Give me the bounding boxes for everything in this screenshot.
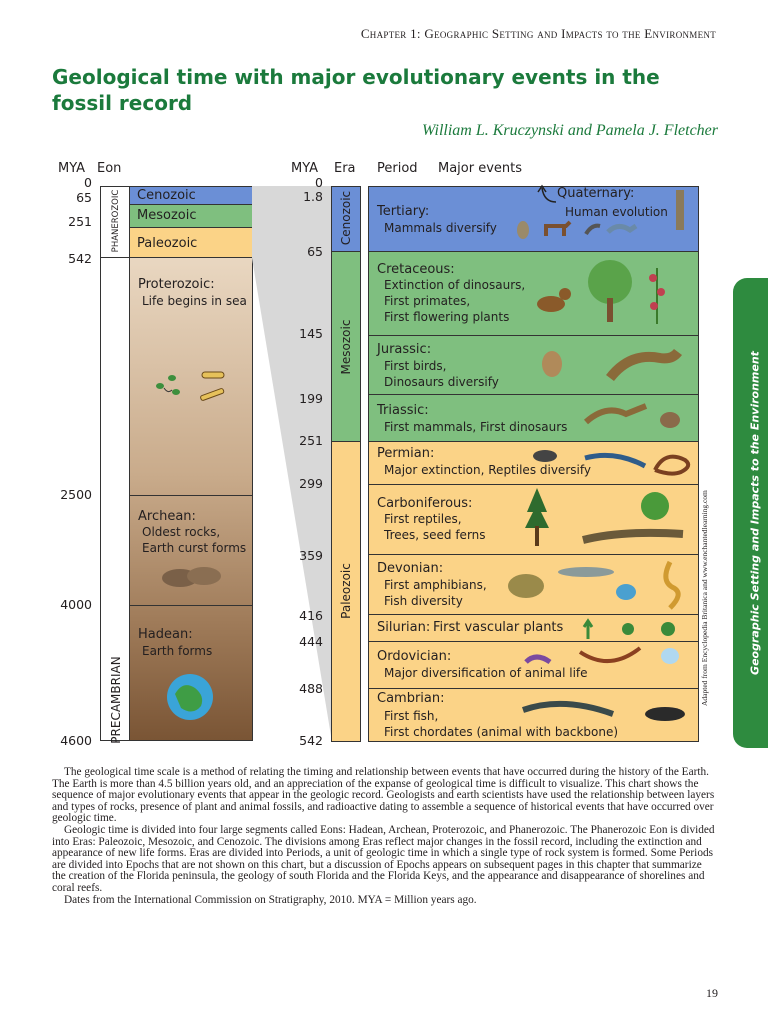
left-tick-65: 65 bbox=[76, 190, 92, 205]
left-tick-542: 542 bbox=[68, 251, 92, 266]
page-title: Geological time with major evolutionary events in the fossil record bbox=[52, 65, 660, 115]
triassic-event-1: First mammals, First dinosaurs bbox=[384, 420, 568, 434]
page-number: 19 bbox=[706, 986, 718, 1000]
side-tab-text-wrap bbox=[735, 278, 768, 748]
side-tab-text: Geographic Setting and Impacts to the Environment bbox=[748, 351, 762, 675]
phanerozoic-label: PHANEROZOIC bbox=[111, 189, 121, 253]
left-tick-0: 0 bbox=[84, 175, 92, 190]
cambrian-event-2: First chordates (animal with backbone) bbox=[384, 725, 619, 739]
ordovician-name: Ordovician: bbox=[377, 649, 452, 664]
right-period-header: Period bbox=[377, 161, 418, 176]
left-tick-4600: 4600 bbox=[60, 733, 92, 748]
left-mya-header: MYA bbox=[58, 161, 86, 176]
authors: William L. Kruczynski and Pamela J. Fletcher bbox=[422, 122, 718, 139]
cambrian-name: Cambrian: bbox=[377, 691, 445, 706]
tertiary-event: Mammals diversify bbox=[384, 221, 497, 235]
image-credit: Adapted from Encyclopedia Britanica and www.enchantedlearning.com bbox=[700, 490, 709, 706]
left-tick-4000: 4000 bbox=[60, 597, 92, 612]
left-paleozoic-label: Paleozoic bbox=[137, 236, 198, 251]
right-tick-65: 65 bbox=[307, 244, 323, 259]
zoom-wedge bbox=[252, 186, 332, 742]
cambrian-event-1: First fish, bbox=[384, 709, 439, 723]
permian-illustration bbox=[525, 444, 695, 484]
right-events-header: Major events bbox=[438, 161, 523, 176]
phanerozoic-cell bbox=[100, 186, 130, 258]
era-mesozoic-label: Mesozoic bbox=[339, 319, 353, 375]
carboniferous-name: Carboniferous: bbox=[377, 496, 473, 511]
tertiary-name: Tertiary: bbox=[377, 204, 430, 219]
left-paleozoic bbox=[129, 227, 253, 258]
cambrian-illustration bbox=[515, 692, 690, 738]
body-paragraph-1: The geological time scale is a method of relating the timing and relationship between events that have occurred during the history of the Earth. The Earth is more than 4.5 billion years old, and an appreciation of the expanse of geological time is difficult to visualize. This chart shows the sequence of major evolutionary events that appear in the geologic record. Geologists and earth scientists have used the relationship between layers and types of rocks, presence of plant and animal fossils, and radioactive dating to assemble a sequence of historical events that have occurred over geologic time. bbox=[52, 766, 715, 825]
chapter-header: Chapter 1: Geographic Setting and Impacts to the Environment bbox=[360, 26, 716, 41]
body-paragraph-3: Dates from the International Commission on Stratigraphy, 2010. MYA = Million years ago. bbox=[64, 893, 477, 906]
triassic-name: Triassic: bbox=[377, 403, 429, 418]
era-cenozoic-label: Cenozoic bbox=[339, 190, 353, 246]
archean-note-1: Oldest rocks, bbox=[142, 525, 221, 539]
right-tick-416: 416 bbox=[299, 608, 323, 623]
right-tick-542: 542 bbox=[299, 733, 323, 748]
permian-name: Permian: bbox=[377, 446, 435, 461]
right-tick-359: 359 bbox=[299, 548, 323, 563]
cretaceous-event-1: Extinction of dinosaurs, bbox=[384, 278, 526, 292]
hadean-name: Hadean: bbox=[138, 627, 193, 642]
right-tick-299: 299 bbox=[299, 476, 323, 491]
era-cenozoic bbox=[331, 186, 361, 252]
jurassic-event-2: Dinosaurs diversify bbox=[384, 375, 499, 389]
permian-event-1: Major extinction, Reptiles diversify bbox=[384, 463, 591, 477]
right-tick-488: 488 bbox=[299, 681, 323, 696]
silurian-event-1: First vascular plants bbox=[433, 620, 564, 635]
devonian-event-2: Fish diversity bbox=[384, 594, 463, 608]
jurassic-illustration bbox=[530, 338, 690, 390]
devonian-event-1: First amphibians, bbox=[384, 578, 487, 592]
right-tick-199: 199 bbox=[299, 391, 323, 406]
mammals-illustration bbox=[508, 186, 698, 250]
silurian-illustration bbox=[578, 615, 688, 641]
right-tick-145: 145 bbox=[299, 326, 323, 341]
devonian-illustration bbox=[500, 556, 690, 612]
left-mesozoic-label: Mesozoic bbox=[137, 208, 197, 223]
cretaceous-event-3: First flowering plants bbox=[384, 310, 510, 324]
jurassic-name: Jurassic: bbox=[377, 342, 432, 357]
era-paleozoic bbox=[331, 441, 361, 742]
ordovician-event-1: Major diversification of animal life bbox=[384, 666, 588, 680]
archean-name: Archean: bbox=[138, 509, 196, 524]
cretaceous-name: Cretaceous: bbox=[377, 262, 455, 277]
archean-divider bbox=[129, 495, 253, 496]
right-tick-0: 0 bbox=[315, 175, 323, 190]
archean-note-2: Earth curst forms bbox=[142, 541, 247, 555]
precambrian-cell bbox=[100, 257, 130, 744]
right-era-header: Era bbox=[334, 161, 356, 176]
right-tick-444: 444 bbox=[299, 634, 323, 649]
silurian-name: Silurian: bbox=[377, 620, 431, 635]
proterozoic-note: Life begins in sea bbox=[142, 294, 247, 308]
era-paleozoic-label: Paleozoic bbox=[339, 563, 353, 619]
left-mesozoic bbox=[129, 204, 253, 228]
proterozoic-name: Proterozoic: bbox=[138, 277, 215, 292]
carboniferous-event-1: First reptiles, bbox=[384, 512, 462, 526]
precambrian-blocks bbox=[129, 257, 253, 741]
carboniferous-event-2: Trees, seed ferns bbox=[384, 528, 486, 542]
left-tick-251: 251 bbox=[68, 214, 92, 229]
left-cenozoic bbox=[129, 186, 253, 205]
jurassic-event-1: First birds, bbox=[384, 359, 447, 373]
right-tick-251: 251 bbox=[299, 433, 323, 448]
body-text bbox=[52, 767, 716, 906]
rock-illustration bbox=[160, 562, 224, 590]
left-eon-header: Eon bbox=[97, 161, 122, 176]
right-tick-1.8: 1.8 bbox=[303, 189, 323, 204]
hadean-note: Earth forms bbox=[142, 644, 213, 658]
left-tick-2500: 2500 bbox=[60, 487, 92, 502]
hadean-divider bbox=[129, 605, 253, 606]
triassic-illustration bbox=[580, 400, 690, 436]
cretaceous-illustration bbox=[525, 258, 695, 330]
era-mesozoic bbox=[331, 251, 361, 442]
carboniferous-illustration bbox=[515, 486, 695, 552]
quaternary-name: Quaternary: bbox=[557, 186, 635, 201]
microbe-illustration bbox=[150, 362, 230, 410]
precambrian-label: PRECAMBRIAN bbox=[109, 656, 123, 744]
quaternary-event: Human evolution bbox=[565, 205, 668, 219]
devonian-name: Devonian: bbox=[377, 561, 444, 576]
left-cenozoic-label: Cenozoic bbox=[137, 188, 196, 203]
right-mya-header: MYA bbox=[291, 161, 319, 176]
ordovician-illustration bbox=[520, 642, 690, 688]
earth-illustration bbox=[165, 672, 215, 722]
body-paragraph-2: Geologic time is divided into four large segments called Eons: Hadean, Archean, Proterozoic, and Phanerozoic. The Phanerozoic Eon is divided into Eras: Paleozoic, Mesozoic, and Cenozoic. The divisions among Eras reflect major changes in the fossil record, including the extinction and appearance of new life forms. Eras are divided into Periods, a unit of geologic time in which a single type of rock system is formed. Some Periods are divided into Epochs that are not shown on this chart, but a discussion of Epochs appears on subsequent pages in this chapter that summarize the creation of the Florida peninsula, the geology of south Florida and the Florida Keys, and the appearance and disappearance of shorelines and coral reefs. bbox=[52, 823, 715, 894]
cretaceous-event-2: First primates, bbox=[384, 294, 471, 308]
